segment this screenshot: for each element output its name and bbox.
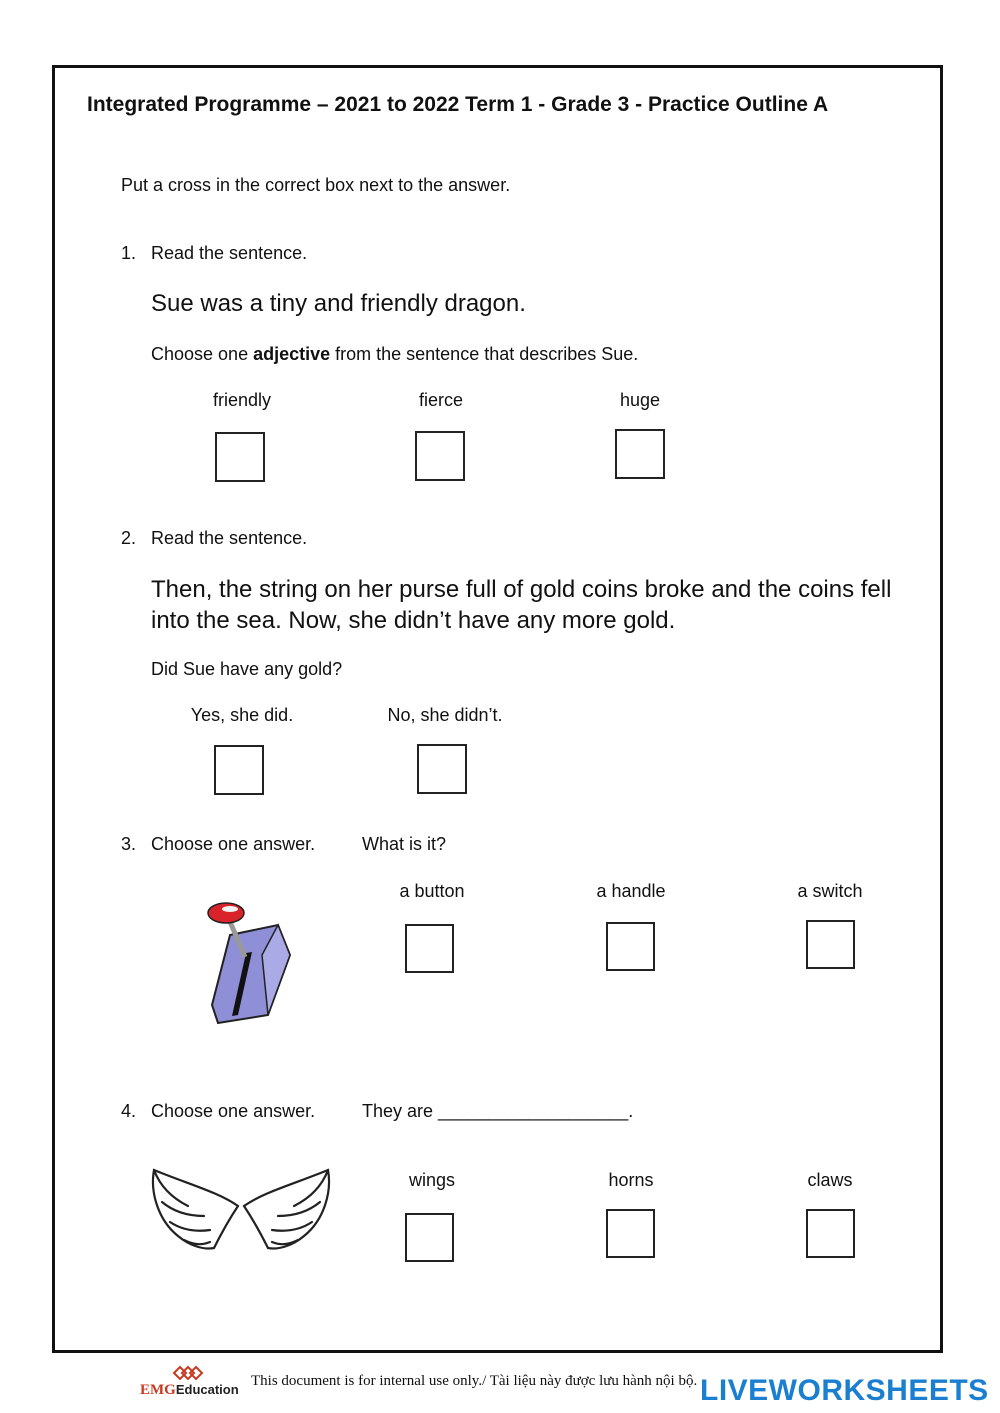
q3-prompt: Choose one answer. — [151, 834, 316, 854]
q2-question: Did Sue have any gold? — [151, 659, 343, 679]
q3-question: What is it? — [362, 834, 447, 854]
q3-option-label-1: a button — [399, 881, 465, 901]
q3-checkbox-switch[interactable] — [806, 920, 855, 969]
q1-number: 1. — [121, 243, 137, 263]
q4-number: 4. — [121, 1101, 137, 1121]
q3-option-label-3: a switch — [797, 881, 863, 901]
footer-note: This document is for internal use only./ Tài liệu này được lưu hành nội bộ. — [251, 1373, 698, 1389]
q1-sentence: Sue was a tiny and friendly dragon. — [151, 290, 526, 317]
q1-checkbox-fierce[interactable] — [415, 431, 465, 481]
q2-prompt: Read the sentence. — [151, 528, 308, 548]
q3-checkbox-handle[interactable] — [606, 922, 655, 971]
q1-prompt: Read the sentence. — [151, 243, 308, 263]
q1-option-label-2: fierce — [418, 390, 463, 410]
q2-checkbox-yes[interactable] — [214, 745, 264, 795]
q2-checkbox-no[interactable] — [417, 744, 467, 794]
q4-option-label-1: wings — [408, 1170, 456, 1190]
q4-option-label-3: claws — [807, 1170, 853, 1190]
q3-checkbox-button[interactable] — [405, 924, 454, 973]
q1-option-label-3: huge — [619, 390, 661, 410]
q3-option-label-2: a handle — [596, 881, 666, 901]
angel-wings-icon — [148, 1162, 334, 1258]
q4-question: They are ___________________. — [362, 1101, 634, 1121]
q4-checkbox-horns[interactable] — [606, 1209, 655, 1258]
q1-checkbox-huge[interactable] — [615, 429, 665, 479]
lever-switch-icon — [190, 895, 310, 1035]
emg-brand: EMGEducation — [140, 1382, 239, 1398]
q4-prompt: Choose one answer. — [151, 1101, 316, 1121]
q2-number: 2. — [121, 528, 137, 548]
q4-checkbox-wings[interactable] — [405, 1213, 454, 1262]
q1-checkbox-friendly[interactable] — [215, 432, 265, 482]
q3-number: 3. — [121, 834, 137, 854]
q1-option-label-1: friendly — [212, 390, 272, 410]
liveworksheets-watermark: LIVEWORKSHEETS — [700, 1374, 989, 1407]
q4-option-label-2: horns — [608, 1170, 654, 1190]
q2-option-label-1: Yes, she did. — [190, 705, 294, 725]
q2-option-label-2: No, she didn’t. — [387, 705, 503, 725]
q1-question: Choose one adjective from the sentence that describes Sue. — [151, 344, 639, 364]
emg-logo-icon — [170, 1364, 206, 1382]
instruction-text: Put a cross in the correct box next to the answer. — [121, 175, 511, 195]
q4-checkbox-claws[interactable] — [806, 1209, 855, 1258]
page-title: Integrated Programme – 2021 to 2022 Term 1 - Grade 3 - Practice Outline A — [87, 93, 829, 116]
q2-sentence: Then, the string on her purse full of gold coins broke and the coins fell into the sea. Now, she didn’t have any more gold. — [151, 576, 892, 634]
